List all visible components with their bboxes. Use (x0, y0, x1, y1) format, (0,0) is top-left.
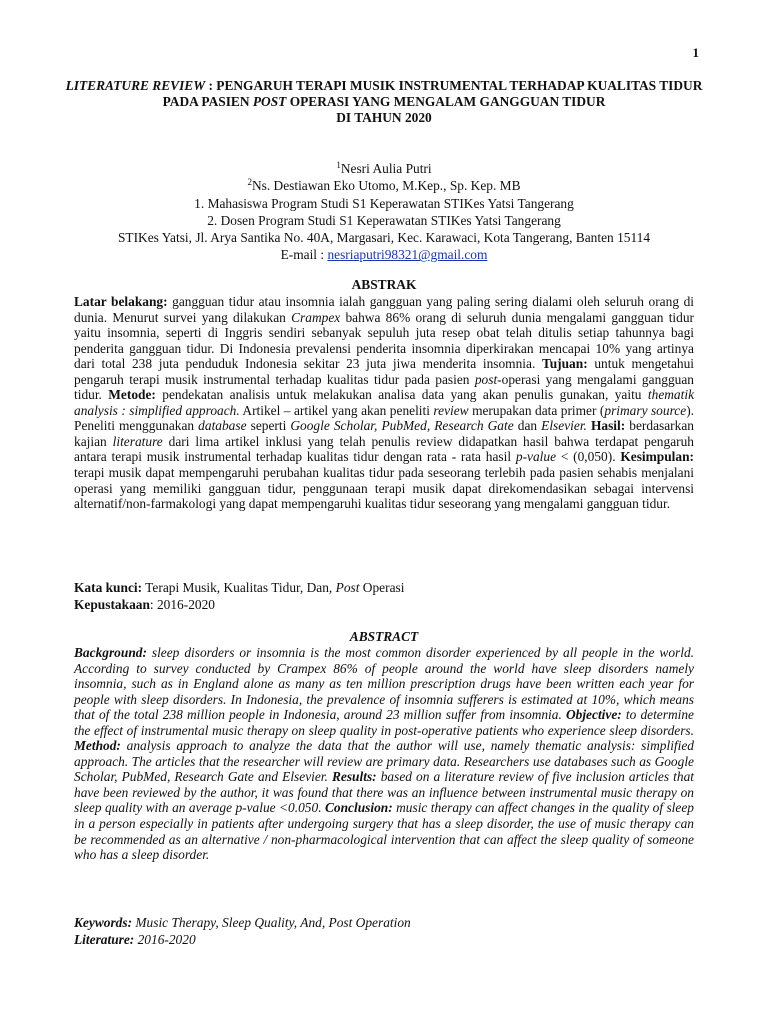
abstrak-literature-label: Kepustakaan (74, 597, 150, 612)
abstract-keywords (74, 915, 694, 931)
abstract-res-text: based on a literature review of five inclusion articles that have been reviewed by the author, it was found that there was an influence between instrumental music therapy on sleep quality with an average p-value <0.050. (74, 769, 694, 816)
abstract-obj-text: to determine the effect of instrumental music therapy on sleep quality in post-operative patients who experience sleep disorders. (74, 707, 694, 738)
abstrak-res-italic2: p-value (515, 449, 557, 465)
title-year: DI TAHUN 2020 (336, 110, 432, 125)
abstract-literature-label: Literature: (74, 932, 135, 947)
email-line (40, 246, 728, 263)
abstrak-met-text: pendekatan analisis untuk melakukan analisa data yang akan penulis gunakan, yaitu (155, 387, 648, 403)
abstract-keywords-value: Music Therapy, Sleep Quality, And, Post Operation (132, 915, 411, 930)
author-2 (40, 177, 728, 194)
abstract-met-label: Method: (74, 738, 121, 754)
abstrak-obj-text: untuk mengetahui pengaruh terapi musik instrumental terhadap kualitas tidur pada pasien (74, 356, 694, 387)
abstract-literature-value: 2016-2020 (134, 932, 196, 947)
abstrak-met-text6: dan (513, 418, 542, 434)
abstrak-met-text5: seperti (246, 418, 291, 434)
title-post: POST (252, 94, 287, 109)
abstrak-con-label: Kesimpulan: (620, 449, 695, 465)
abstrak-met-text2: Artikel – artikel yang akan peneliti (239, 402, 434, 418)
abstrak-bg-italic: Crampex (291, 309, 341, 325)
abstrak-met-italic4: database (198, 418, 247, 434)
email-label: E-mail : (280, 247, 328, 263)
abstract-obj-label: Objective: (565, 707, 622, 723)
abstrak-met-italic2: review (433, 402, 469, 418)
title-part1: : PENGARUH TERAPI MUSIK INSTRUMENTAL TERHADAP KUALITAS TIDUR PADA PASIEN (162, 78, 703, 109)
abstrak-res-text: berdasarkan kajian (74, 418, 694, 449)
abstrak-res-text3: < (0,050). (556, 449, 621, 465)
abstract-bg-text: sleep disorders or insomnia is the most common disorder experienced by all people in the world. According to survey conducted by Crampex 86% of people around the world have sleep disorders namely insomnia, such as in England alone as many as ten million prescription drugs have been written each year for people with sleep disorders. In Indonesia, the prevalence of insomnia sufferers is estimated at 10%, which means that of the total 238 million people in Indonesia, around 23 million suffer from insomnia. (74, 645, 694, 723)
author-block (40, 160, 728, 264)
abstrak-met-text3: merupakan data primer ( (468, 402, 605, 418)
abstract-literature (74, 932, 694, 948)
author-1-name: Nesri Aulia Putri (340, 161, 432, 176)
abstrak-res-text2: dari lima artikel inklusi yang telah penulis review didapatkan hasil bahwa terdapat pengaruh antara terapi musik instrumental terhadap kualitas tidur dengan rata - rata hasil (74, 433, 694, 465)
author-1 (40, 160, 728, 177)
paper-title (60, 78, 708, 126)
abstrak-met-italic6: Elsevier. (541, 418, 587, 434)
abstrak-obj-italic: post (474, 371, 498, 387)
abstrak-body (74, 294, 694, 512)
abstrak-res-italic1: literature (112, 433, 163, 449)
abstrak-met-italic5: Google Scholar, PubMed, Research Gate (290, 418, 514, 434)
title-lead: LITERATURE REVIEW (65, 78, 206, 93)
abstrak-keywords-italic: Post (335, 580, 360, 595)
abstract-met-text: analysis approach to analyze the data that the author will use, namely thematic analysis: simplified approach. The articles that the researcher will review are primary data. Researchers use databases such as Google Scholar, PubMed, Research Gate and Elsevier. (74, 738, 694, 785)
abstract-con-text: music therapy can affect changes in the quality of sleep in a person especially in patients after undergoing surgery that has a sleep disorder, the use of music therapy can be recommended as an alternative / non-pharmacological intervention that can affect the sleep quality of someone who has a sleep disorder. (74, 800, 694, 863)
abstrak-literature (74, 597, 694, 613)
abstrak-met-italic1: thematik analysis : simplified approach. (74, 387, 695, 418)
abstrak-literature-value: : 2016-2020 (149, 597, 215, 612)
abstrak-keywords-value: Terapi Musik, Kualitas Tidur, Dan, (142, 580, 336, 595)
email-link[interactable]: nesriaputri98321@gmail.com (327, 247, 488, 263)
abstrak-keywords (74, 580, 694, 596)
affiliation-2: 2. Dosen Program Studi S1 Keperawatan STIKes Yatsi Tangerang (207, 212, 561, 228)
abstrak-bg-label: Latar belakang: (74, 294, 168, 309)
abstrak-met-italic3: primary source (604, 402, 687, 418)
page-number: 1 (692, 45, 699, 60)
abstrak-con-text: terapi musik dapat mempengaruhi perubahan kualitas tidur pada seseorang terlebih pada pasien sehabis menjalani operasi yang memiliki gangguan tidur, penggunaan terapi musik dapat direkomendasikan sebagai intervensi alternatif/non-farmakologi yang dapat mempengaruhi kualitas tidur seseorang yang mengalami gangguan tidur. (74, 465, 694, 512)
abstrak-keywords-value2: Operasi (359, 580, 405, 595)
abstrak-heading: ABSTRAK (351, 277, 417, 292)
author-2-sup: 2 (247, 177, 252, 188)
abstrak-res-label: Hasil: (590, 418, 626, 434)
author-2-name: Ns. Destiawan Eko Utomo, M.Kep., Sp. Kep. MB (251, 178, 521, 194)
abstract-con-label: Conclusion: (324, 800, 393, 816)
abstract-keywords-label: Keywords: (74, 915, 133, 930)
abstrak-obj-text2: -operasi yang mengalami gangguan tidur. (74, 371, 694, 403)
address: STIKes Yatsi, Jl. Arya Santika No. 40A, Margasari, Kec. Karawaci, Kota Tangerang, Banten 15114 (117, 230, 651, 246)
abstrak-bg-text2: bahwa 86% orang di seluruh dunia mengalami gangguan tidur yaitu insomnia, seperti di Inggris sendiri sebanyak sepuluh juta resep obat telah ditulis setiap tahunnya bagi penderita gangguan tidur. Di Indonesia prevalensi penderita insomnia diperkirakan mencapai 10% yang artinya dari total 238 juta penduduk Indonesia sekitar 23 juta jiwa menderita insomnia. (74, 309, 694, 372)
abstrak-bg-text: gangguan tidur atau insomnia ialah gangguan yang paling sering dialami oleh seluruh orang di dunia. Menurut survei yang dilakukan (74, 294, 694, 325)
affiliation-1: 1. Mahasiswa Program Studi S1 Keperawatan STIKes Yatsi Tangerang (194, 195, 574, 211)
abstrak-met-text4: ). Peneliti menggunakan (74, 402, 694, 434)
abstract-res-label: Results: (331, 769, 377, 785)
abstrak-obj-label: Tujuan: (542, 356, 588, 372)
abstract-bg-label: Background: (74, 645, 147, 660)
abstrak-keywords-label: Kata kunci: (74, 580, 143, 595)
abstrak-met-label: Metode: (108, 387, 156, 403)
abstract-body (74, 645, 694, 863)
abstract-heading: ABSTRACT (349, 629, 419, 644)
title-part2: OPERASI YANG MENGALAM GANGGUAN TIDUR (286, 94, 606, 109)
author-1-sup: 1 (336, 160, 341, 170)
